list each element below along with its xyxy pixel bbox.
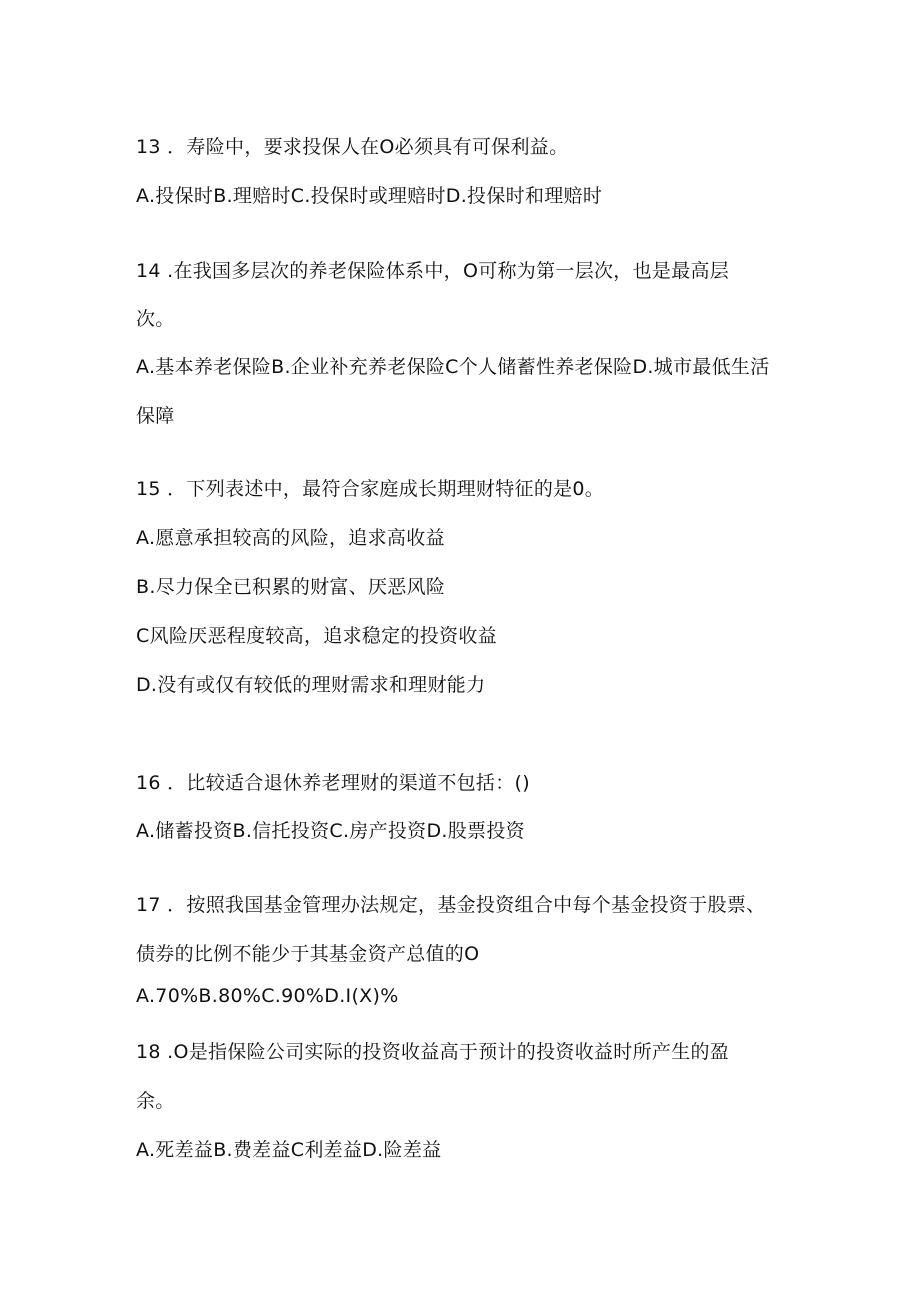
question-15-option-c: C风险厌恶程度较高，追求稳定的投资收益 — [136, 625, 497, 647]
question-14-options-line-1: A.基本养老保险B.企业补充养老保险C个人储蓄性养老保险D.城市最低生活 — [136, 356, 770, 378]
question-15-option-a: A.愿意承担较高的风险，追求高收益 — [136, 527, 445, 549]
question-16-options: A.储蓄投资B.信托投资C.房产投资D.股票投资 — [136, 820, 525, 842]
question-15-option-d: D.没有或仅有较低的理财需求和理财能力 — [136, 674, 486, 696]
question-17-stem-line-1: 17 ．按照我国基金管理办法规定，基金投资组合中每个基金投资于股票、 — [136, 894, 766, 916]
question-17-options: A.70%B.80%C.90%D.I(X)% — [136, 985, 399, 1007]
question-18-stem-line-2: 余。 — [136, 1090, 175, 1112]
question-15-option-b: B.尽力保全已积累的财富、厌恶风险 — [136, 576, 446, 598]
question-14-options-line-2: 保障 — [136, 405, 175, 427]
question-13-stem: 13 ．寿险中，要求投保人在O必须具有可保利益。 — [136, 136, 569, 158]
question-16-stem: 16 ．比较适合退休养老理财的渠道不包括：() — [136, 772, 530, 794]
question-18-stem-line-1: 18 .O是指保险公司实际的投资收益高于预计的投资收益时所产生的盈 — [136, 1041, 730, 1063]
question-14-stem-line-2: 次。 — [136, 308, 175, 330]
question-18-options: A.死差益B.费差益C利差益D.险差益 — [136, 1139, 442, 1161]
question-14-stem-line-1: 14 .在我国多层次的养老保险体系中，O可称为第一层次，也是最高层 — [136, 260, 730, 282]
question-17-stem-line-2: 债券的比例不能少于其基金资产总值的O — [136, 943, 480, 965]
question-13-options: A.投保时B.理赔时C.投保时或理赔时D.投保时和理赔时 — [136, 185, 603, 207]
question-15-stem: 15 ．下列表述中，最符合家庭成长期理财特征的是0。 — [136, 478, 605, 500]
